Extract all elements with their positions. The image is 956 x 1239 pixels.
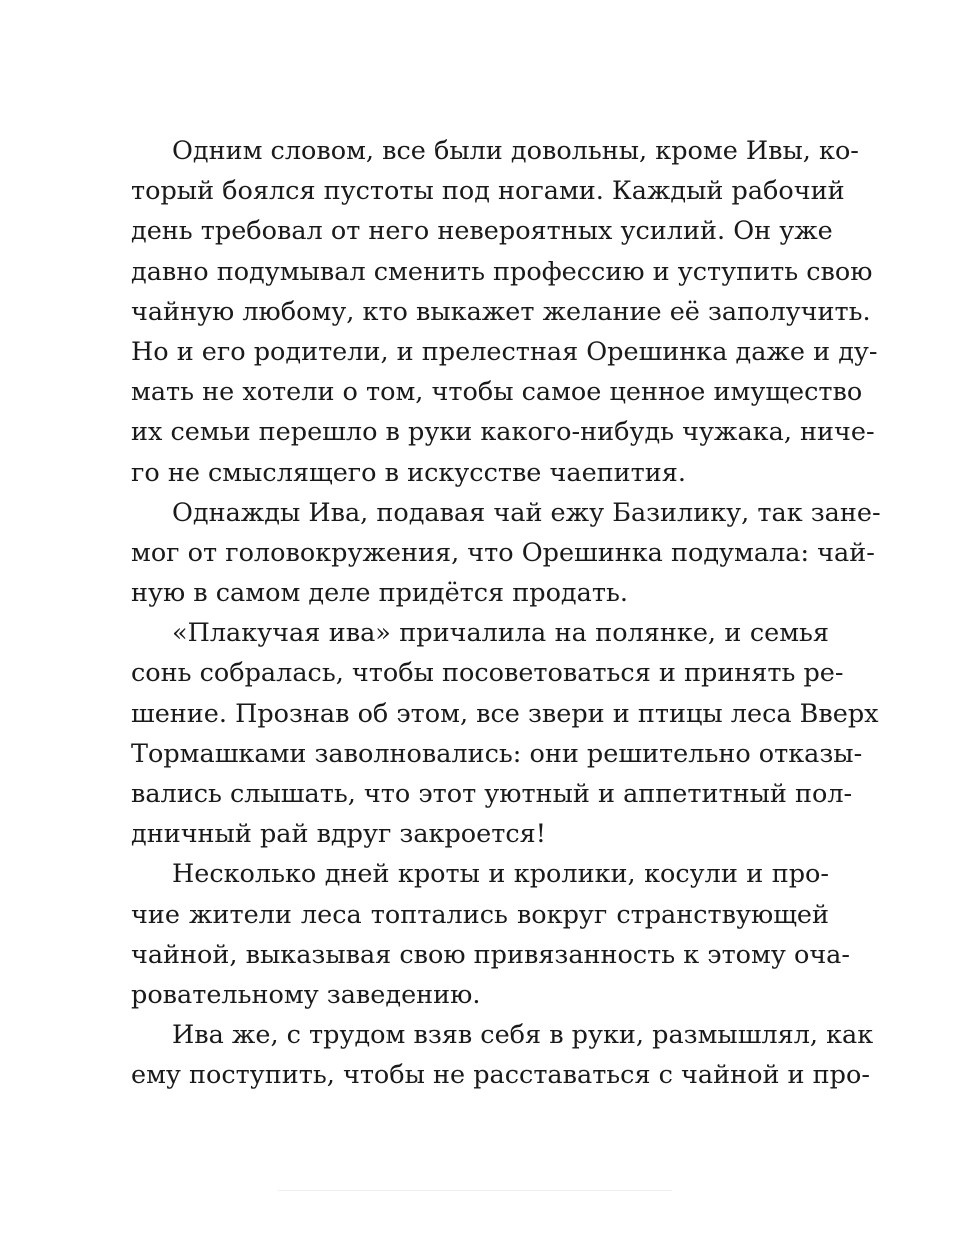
text-line: ровательному заведению. (131, 979, 481, 1010)
text-line: давно подумывал сменить профессию и уступить свою (131, 256, 873, 287)
text-line: торый боялся пустоты под ногами. Каждый рабочий (131, 176, 845, 207)
text-line: мог от головокружения, что Орешинка подумала: чай- (131, 537, 875, 568)
body-text (131, 131, 881, 1096)
text-line: го не смыслящего в искусстве чаепития. (131, 457, 686, 488)
paragraph-3 (131, 613, 879, 854)
text-line: чайной, выказывая свою привязанность к этому оча- (131, 939, 851, 970)
text-line: вались слышать, что этот уютный и аппетитный пол- (131, 779, 853, 809)
text-line: ную в самом деле придётся продать. (131, 578, 628, 609)
text-line: «Плакучая ива» причалила на полянке, и семья (172, 618, 829, 649)
text-line: Тормашками заволновались: они решительно отказы- (131, 738, 863, 769)
text-line: ему поступить, чтобы не расставаться с чайной и про- (131, 1060, 870, 1091)
text-line: Ива же, с трудом взяв себя в руки, размышлял, как (172, 1020, 874, 1051)
text-line: день требовал от него невероятных усилий. Он уже (131, 216, 833, 247)
text-line: мать не хотели о том, чтобы самое ценное имущество (131, 377, 863, 408)
page-bottom-divider (278, 1190, 672, 1191)
text-line: Несколько дней кроты и кролики, косули и про- (172, 859, 829, 890)
text-line: дничный рай вдруг закроется! (131, 819, 546, 850)
text-line: чайную любому, кто выкажет желание её заполучить. (131, 296, 871, 327)
text-line: их семьи перешло в руки какого-нибудь чужака, ниче- (131, 417, 875, 448)
text-line: шение. Прознав об этом, все звери и птицы леса Вверх (131, 698, 879, 729)
text-line: Однажды Ива, подавая чай ежу Базилику, так зане- (172, 497, 881, 528)
text-line: Одним словом, все были довольны, кроме Ивы, ко- (172, 136, 859, 166)
paragraph-1 (131, 131, 878, 493)
text-line: сонь собралась, чтобы посоветоваться и принять ре- (131, 658, 844, 689)
text-line: чие жители леса топтались вокруг странствующей (131, 899, 829, 930)
paragraph-5 (131, 1015, 874, 1095)
paragraph-2 (131, 493, 881, 614)
paragraph-4 (131, 854, 851, 1015)
text-line: Но и его родители, и прелестная Орешинка даже и ду- (131, 336, 878, 367)
